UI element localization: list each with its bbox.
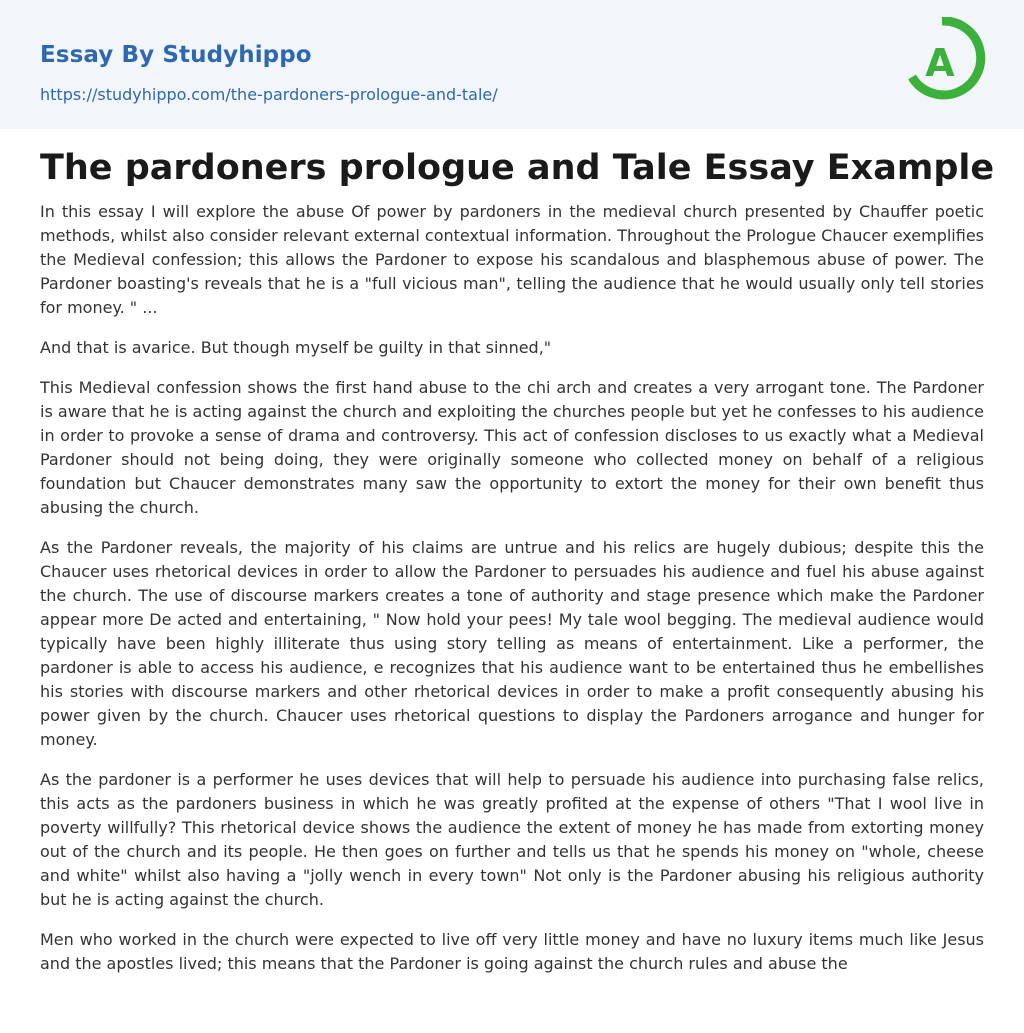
essay-paragraph: This Medieval confession shows the first hand abuse to the chi arch and creates a very arrogant tone. The Pardoner is aware that he is acting against the church and exploiting the churches people but yet he confesses to his audience in order to provoke a sense of drama and controversy. This act of confession discloses to us exactly what a Medieval Pardoner should not being doing, they were originally someone who collected money on behalf of a religious foundation but Chaucer demonstrates many saw the opportunity to extort the money for their own benefit thus abusing the church. [40, 378, 984, 517]
page-title: The pardoners prologue and Tale Essay Example [40, 148, 995, 188]
essay-body [40, 200, 984, 992]
essay-paragraph: And that is avarice. But though myself be guilty in that sinned," [40, 338, 552, 357]
site-brand[interactable]: Essay By Studyhippo [40, 42, 312, 68]
essay-paragraph: As the Pardoner reveals, the majority of his claims are untrue and his relics are hugely dubious; despite this the Chaucer uses rhetorical devices in order to allow the Pardoner to persuades his audience and fuel his abuse against the church. The use of discourse markers creates a tone of authority and stage presence which make the Pardoner appear more De acted and entertaining, " Now hold your pees! My tale wool begging. The medieval audience would typically have been highly illiterate thus using story telling as means of entertainment. Like a performer, the pardoner is able to access his audience, e recognizes that his audience want to be entertained thus he embellishes his stories with discourse markers and other rhetorical devices in order to make a profit consequently abusing his power given by the church. Chaucer uses rhetorical questions to display the Pardoners arrogance and hunger for money. [40, 538, 984, 749]
logo-letter: A [925, 41, 955, 85]
essay-paragraph: In this essay I will explore the abuse Of power by pardoners in the medieval church presented by Chauffer poetic methods, whilst also consider relevant external contextual information. Throughout the Prologue Chaucer exemplifies the Medieval confession; this allows the Pardoner to expose his scandalous and blasphemous abuse of power. The Pardoner boasting's reveals that he is a "full vicious man", telling the audience that he would usually only tell stories for money. " ... [40, 202, 984, 317]
essay-paragraph: Men who worked in the church were expected to live off very little money and have no luxury items much like Jesus and the apostles lived; this means that the Pardoner is going against the church rules and abuse the [40, 930, 984, 973]
essay-url-link[interactable]: https://studyhippo.com/the-pardoners-prologue-and-tale/ [40, 85, 498, 104]
essay-paragraph: As the pardoner is a performer he uses devices that will help to persuade his audience into purchasing false relics, this acts as the pardoners business in which he was greatly profited at the expense of others "That I wool live in poverty willfully? This rhetorical device shows the audience the extent of money he has made from extorting money out of the church and its people. He then goes on further and tells us that he spends his money on "whole, cheese and white" whilst also having a "jolly wench in every town" Not only is the Pardoner abusing his religious authority but he is acting against the church. [40, 770, 984, 909]
